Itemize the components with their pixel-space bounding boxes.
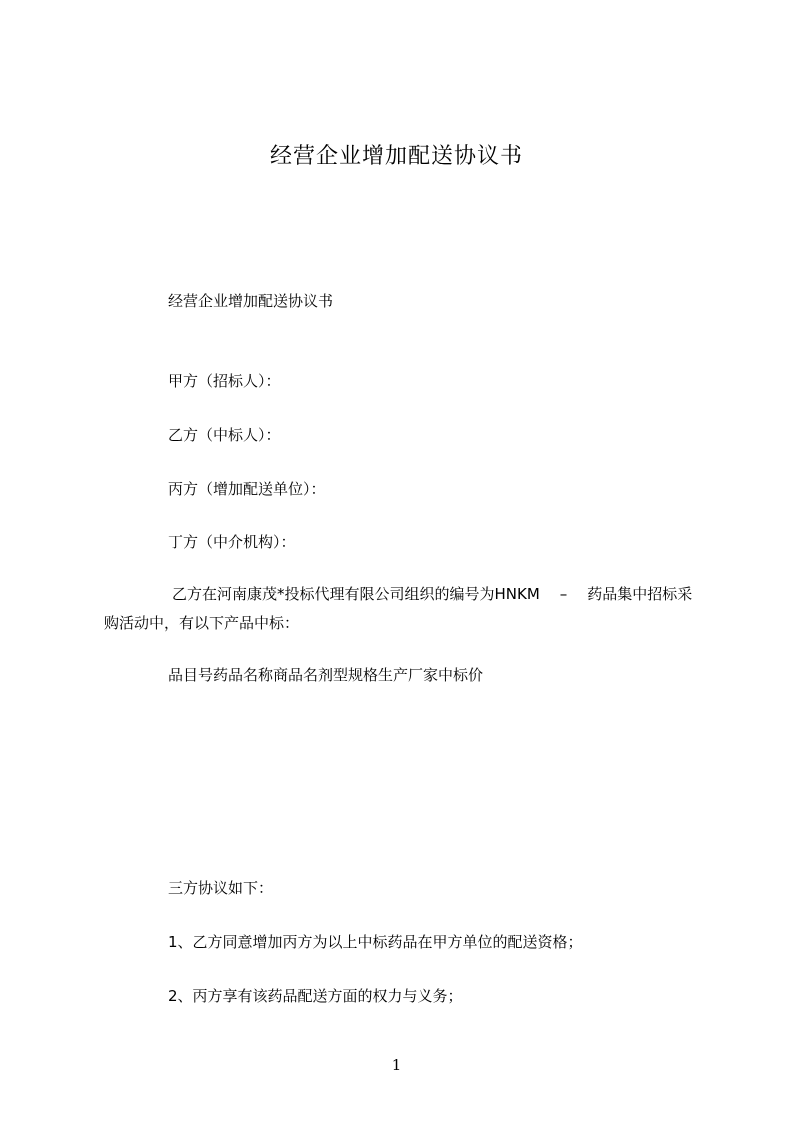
- intro-paragraph: [104, 580, 704, 638]
- party-c-label: 丙方（增加配送单位）：: [168, 480, 326, 498]
- party-d-label: 丁方（中介机构）：: [168, 533, 296, 551]
- party-a-label: 甲方（招标人）：: [168, 372, 281, 390]
- document-title: 经营企业增加配送协议书: [269, 144, 523, 169]
- document-subtitle: 经营企业增加配送协议书: [168, 292, 334, 310]
- clause-1: 1、乙方同意增加丙方为以上中标药品在甲方单位的配送资格；: [168, 933, 583, 951]
- page-number: 1: [391, 1056, 402, 1074]
- intro-text-part1: 乙方在河南康茂*投标代理有限公司组织的编号为HNKM: [172, 585, 540, 603]
- party-b-label: 乙方（中标人）：: [168, 426, 281, 444]
- table-header-text: 品目号药品名称商品名剂型规格生产厂家中标价: [168, 666, 484, 684]
- clause-2: 2、丙方享有该药品配送方面的权力与义务；: [168, 987, 463, 1005]
- intro-text-part2: 药品集中招标采购活动中，有以下产品中标：: [104, 585, 693, 632]
- agreement-heading: 三方协议如下：: [168, 879, 274, 897]
- intro-dash: –: [559, 585, 568, 603]
